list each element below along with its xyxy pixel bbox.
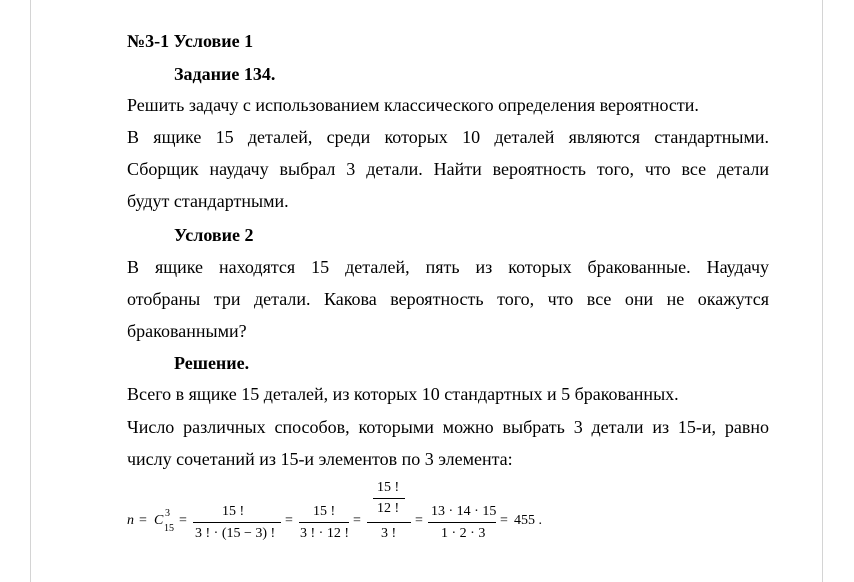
- formula-c-letter: C: [154, 513, 164, 528]
- solution-line: Всего в ящике 15 деталей, из которых 10 стандартных и 5 бракованных.: [127, 384, 679, 404]
- formula-equals: =: [285, 513, 293, 528]
- fraction3-bar: [367, 522, 411, 523]
- formula-c-subscript: 15: [164, 523, 174, 534]
- task-title: Задание 134.: [174, 64, 276, 84]
- condition2-line: бракованными?: [127, 321, 247, 341]
- solution-title: Решение.: [174, 353, 250, 373]
- solution-line: Число различных способов, которыми можно выбрать 3 детали из 15-и, равно: [127, 417, 769, 437]
- fraction3-inner-denominator: 12 !: [377, 501, 400, 516]
- fraction4-numerator: 13 · 14 · 15: [431, 504, 497, 519]
- formula-result: 455 .: [514, 513, 542, 528]
- combination-formula: [127, 478, 647, 548]
- fraction3-inner-numerator: 15 !: [377, 480, 400, 495]
- condition1-line: В ящике 15 деталей, среди которых 10 деталей являются стандартными.: [127, 127, 769, 147]
- formula-equals: =: [500, 513, 508, 528]
- formula-variable-n: n: [127, 513, 134, 528]
- intro-text: Решить задачу с использованием классического определения вероятности.: [127, 95, 699, 115]
- condition2-title: Условие 2: [174, 225, 254, 245]
- fraction2-numerator: 15 !: [313, 504, 336, 519]
- solution-line: числу сочетаний из 15-и элементов по 3 элемента:: [127, 449, 513, 469]
- fraction4-bar: [428, 522, 496, 523]
- condition2-line: В ящике находятся 15 деталей, пять из которых бракованные. Наудачу: [127, 257, 769, 277]
- formula-c-superscript: 3: [165, 508, 170, 519]
- problem-heading: №3-1 Условие 1: [127, 31, 254, 51]
- fraction3-inner-bar: [373, 498, 405, 499]
- fraction3-denominator: 3 !: [381, 526, 397, 541]
- formula-equals: =: [139, 513, 147, 528]
- fraction1-bar: [193, 522, 281, 523]
- condition2-line: отобраны три детали. Какова вероятность того, что все они не окажутся: [127, 289, 769, 309]
- fraction2-denominator: 3 ! · 12 !: [300, 526, 349, 541]
- formula-equals: =: [353, 513, 361, 528]
- formula-equals: =: [415, 513, 423, 528]
- fraction4-denominator: 1 · 2 · 3: [441, 526, 486, 541]
- condition1-line: будут стандартными.: [127, 191, 289, 211]
- fraction1-denominator: 3 ! · (15 − 3) !: [195, 526, 276, 541]
- formula-equals: =: [179, 513, 187, 528]
- fraction2-bar: [299, 522, 349, 523]
- fraction1-numerator: 15 !: [222, 504, 245, 519]
- condition1-line: Сборщик наудачу выбрал 3 детали. Найти вероятность того, что все детали: [127, 159, 769, 179]
